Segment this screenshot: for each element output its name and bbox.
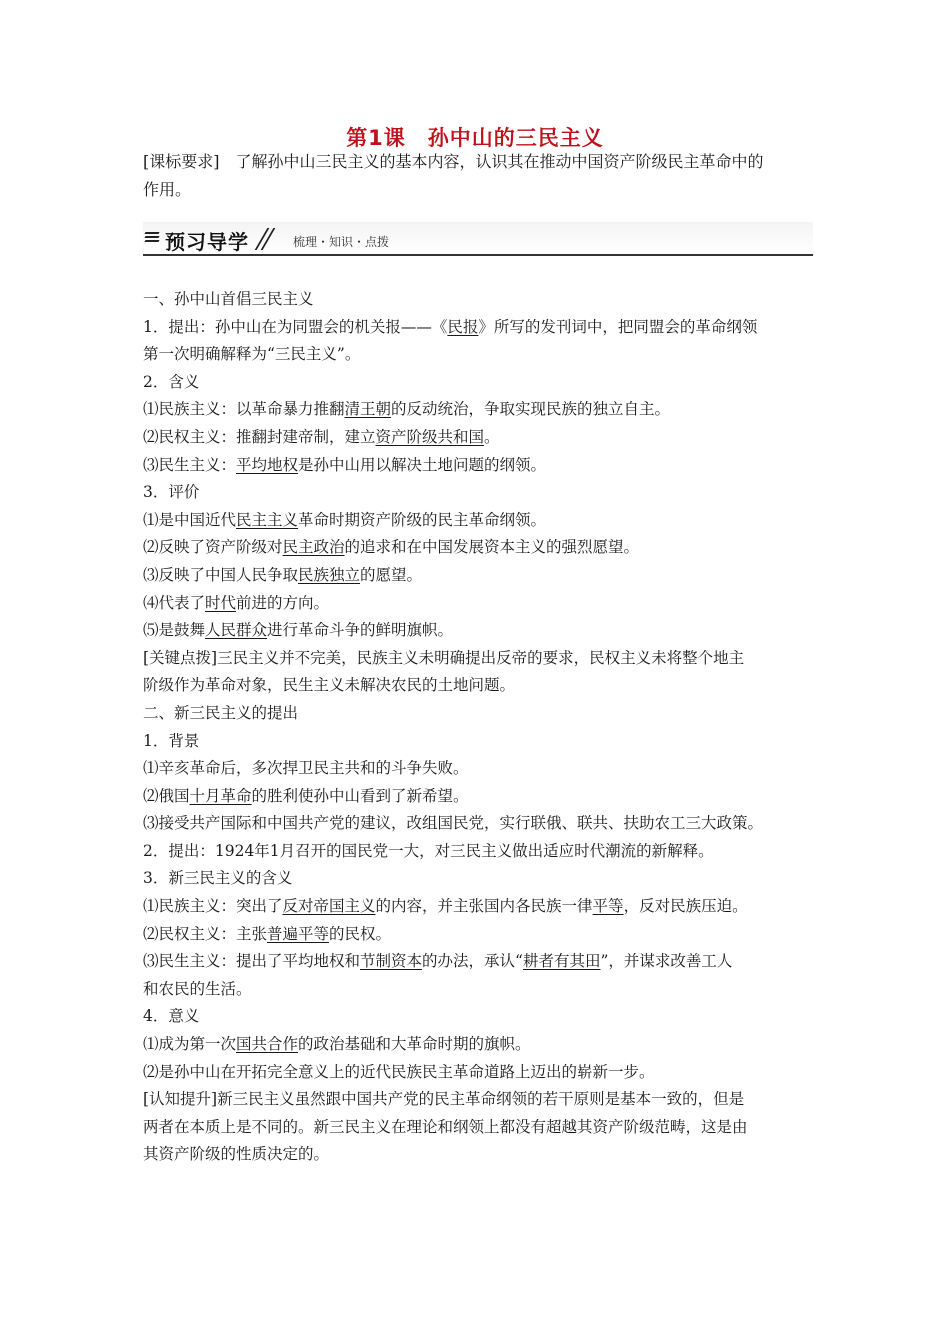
underlined-term: 时代: [205, 593, 237, 612]
text-line: [143, 976, 823, 1004]
banner-subtitle: 梳理・知识・点拨: [293, 235, 390, 249]
section-banner: [143, 222, 813, 256]
text-line: [143, 507, 823, 535]
text-segment: 的民权。: [329, 924, 392, 943]
text-segment: 两者在本质上是不同的。新三民主义在理论和纲领上都没有超越其资产阶级范畴，这是由: [143, 1117, 748, 1136]
text-line: [143, 424, 823, 452]
text-segment: ⑵民权主义：推翻封建帝制，建立: [143, 427, 376, 446]
text-segment: 的追求和在中国发展资本主义的强烈愿望。: [344, 538, 640, 557]
text-line: [143, 534, 823, 562]
underlined-term: 平均地权: [236, 455, 299, 474]
text-line: [143, 452, 823, 480]
text-line: [143, 1031, 823, 1059]
text-segment: 1．提出：孙中山在为同盟会的机关报——《: [143, 317, 448, 336]
text-line: [143, 286, 823, 314]
text-segment: ⑵俄国: [143, 786, 190, 805]
text-line: [143, 921, 823, 949]
text-line: [143, 783, 823, 811]
text-segment: ，反对民族压迫。: [623, 897, 748, 916]
text-segment: 的反动统治，争取实现民族的独立自主。: [391, 400, 671, 419]
curriculum-requirement: [143, 148, 813, 204]
text-line: [143, 1003, 823, 1031]
text-line: [143, 396, 823, 424]
body-text: [143, 286, 823, 1169]
text-line: [143, 1059, 823, 1087]
text-segment: ⑶民生主义：: [143, 455, 237, 474]
underlined-term: 民主政治: [282, 538, 345, 557]
text-line: [143, 617, 823, 645]
text-segment: 革命时期资产阶级的民主革命纲领。: [298, 510, 547, 529]
text-segment: 的胜利使孙中山看到了新希望。: [251, 786, 469, 805]
underlined-term: 节制资本: [360, 952, 423, 971]
banner-divider: [143, 254, 813, 256]
banner-slash-icon: [259, 228, 273, 248]
text-segment: 3．新三民主义的含义: [143, 869, 293, 888]
underlined-term: 国共合作: [236, 1035, 299, 1054]
text-line: [143, 755, 823, 783]
text-segment: ⑶民生主义：提出了平均地权和: [143, 952, 361, 971]
underlined-term: 反对帝国主义: [282, 897, 376, 916]
text-segment: ⑴成为第一次: [143, 1035, 237, 1054]
underlined-term: 民报: [447, 317, 479, 336]
underlined-term: 资产阶级共和国: [375, 427, 485, 446]
text-segment: [认知提升]新三民主义虽然跟中国共产党的民主革命纲领的若干原则是基本一致的，但是: [143, 1090, 745, 1109]
underlined-term: 平等: [592, 897, 624, 916]
text-line: [143, 1086, 823, 1114]
text-line: [143, 645, 823, 673]
underlined-term: 普遍平等: [267, 924, 330, 943]
text-segment: ⑶接受共产国际和中国共产党的建议，改组国民党，实行联俄、联共、扶助农工三大政策。: [143, 814, 764, 833]
underlined-term: 民族独立: [298, 565, 361, 584]
text-segment: 进行革命斗争的鲜明旗帜。: [267, 621, 454, 640]
text-line: [143, 672, 823, 700]
requirement-line-2: 作用。: [143, 180, 192, 199]
text-segment: [关键点拨]三民主义并不完美，民族主义未明确提出反帝的要求，民权主义未将整个地主: [143, 648, 745, 667]
text-line: [143, 1141, 823, 1169]
text-segment: 2．提出：1924年1月召开的国民党一大，对三民主义做出适应时代潮流的新解释。: [143, 841, 714, 860]
underlined-term: 民主主义: [236, 510, 299, 529]
text-line: [143, 562, 823, 590]
text-line: [143, 893, 823, 921]
lesson-title: 第1课 孙中山的三民主义: [346, 126, 604, 150]
text-segment: ⑴是中国近代: [143, 510, 237, 529]
text-line: [143, 728, 823, 756]
text-line: [143, 479, 823, 507]
text-segment: 的政治基础和大革命时期的旗帜。: [298, 1035, 531, 1054]
text-line: [143, 314, 823, 342]
text-segment: 的办法，承认“: [422, 952, 523, 971]
text-segment: ”，并谋求改善工人: [600, 952, 733, 971]
text-segment: 前进的方向。: [236, 593, 330, 612]
text-line: [143, 369, 823, 397]
text-segment: ⑵民权主义：主张: [143, 924, 268, 943]
text-segment: ⑶反映了中国人民争取: [143, 565, 299, 584]
text-segment: ⑸是鼓舞: [143, 621, 206, 640]
text-segment: 的内容，并主张国内各民族一律: [375, 897, 593, 916]
banner-title: 预习导学: [165, 230, 249, 254]
text-segment: 4．意义: [143, 1007, 200, 1026]
text-segment: ⑴民族主义：突出了: [143, 897, 283, 916]
text-segment: 阶级作为革命对象，民生主义未解决农民的土地问题。: [143, 676, 516, 695]
text-line: [143, 341, 823, 369]
text-segment: 2．含义: [143, 372, 200, 391]
text-segment: 的愿望。: [360, 565, 423, 584]
text-segment: ⑵反映了资产阶级对: [143, 538, 283, 557]
text-segment: 3．评价: [143, 483, 200, 502]
text-line: [143, 810, 823, 838]
text-line: [143, 865, 823, 893]
text-segment: 一、孙中山首倡三民主义: [143, 290, 314, 308]
text-segment: ⑴辛亥革命后，多次捍卫民主共和的斗争失败。: [143, 759, 469, 778]
text-segment: 二、新三民主义的提出: [143, 703, 299, 722]
underlined-term: 清王朝: [344, 400, 392, 419]
text-line: [143, 700, 823, 728]
text-line: [143, 1114, 823, 1142]
text-segment: 其资产阶级的性质决定的。: [143, 1145, 330, 1164]
text-segment: ⑵是孙中山在开拓完全意义上的近代民族民主革命道路上迈出的崭新一步。: [143, 1062, 655, 1081]
text-segment: ⑷代表了: [143, 593, 206, 612]
underlined-term: 人民群众: [205, 621, 268, 640]
requirement-line-1: [课标要求] 了解孙中山三民主义的基本内容，认识其在推动中国资产阶级民主革命中的: [143, 152, 764, 171]
text-line: [143, 838, 823, 866]
text-segment: 第一次明确解释为“三民主义”。: [143, 345, 361, 364]
text-segment: 和农民的生活。: [143, 979, 252, 998]
underlined-term: 十月革命: [189, 786, 252, 805]
text-segment: 。: [484, 427, 500, 446]
text-line: [143, 590, 823, 618]
text-line: [143, 948, 823, 976]
text-segment: 是孙中山用以解决土地问题的纲领。: [298, 455, 547, 474]
text-segment: 1．背景: [143, 731, 200, 750]
text-segment: ⑴民族主义：以革命暴力推翻: [143, 400, 345, 419]
underlined-term: 耕者有其田: [522, 952, 601, 971]
banner-stripes-icon: [145, 232, 159, 246]
text-segment: 》所写的发刊词中，把同盟会的革命纲领: [478, 317, 758, 336]
